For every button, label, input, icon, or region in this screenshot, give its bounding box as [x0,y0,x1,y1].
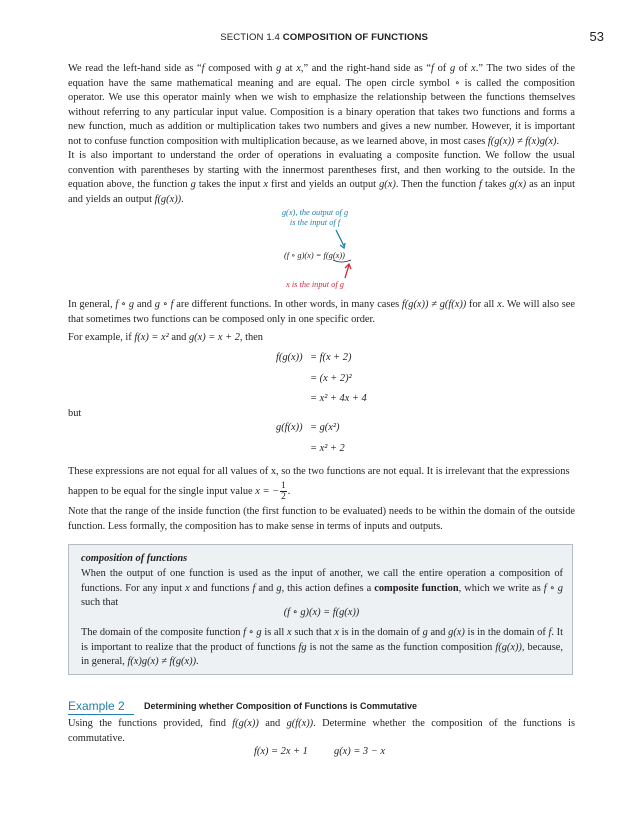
output-annotation: g(x), the output of g is the input of f [281,208,349,227]
definition-title: composition of functions [81,553,188,564]
paragraph-5: These expressions are not equal for all values of x, so the two functions are not equal. It is irrelevant that the expressions happen to be equal for the single input value x = − $\frac{1}{2}$ . [68,466,570,502]
composition-equation: (f ∘ g)(x) = f(g(x)) [284,251,345,260]
composition-diagram [230,208,400,290]
input-annotation: x is the input of g [286,280,344,289]
paragraph-4: For example, if f(x) = x² and g(x) = x + 2, then [68,332,263,343]
but-word: but [68,408,82,419]
blue-arrow [336,230,344,246]
example-g: g(x) = 3 − x [334,746,385,757]
bracket-under [333,260,351,262]
example-label: Example 2 [68,699,125,713]
running-header [0,31,630,45]
eq2-line1: = g(x²) [310,422,340,433]
eq1-line1: = f(x + 2) [310,352,352,363]
definition-paragraph-1: When the output of one function is used as the input of another, we call the entire operation a composition of functions. For any input x and functions f and g, this action defines a composite function, which we write as f ∘ g such that [81,568,563,608]
example-header [68,699,575,715]
eq2-line2: = x² + 2 [310,443,345,454]
eq1-line2: = (x + 2)² [310,373,352,384]
page-number: 53 [589,29,604,44]
definition-equation: (f ∘ g)(x) = f(g(x)) [283,607,360,618]
paragraph-2: It is also important to understand the order of operations in evaluating a composite function. We follow the usual convention with parentheses by starting with the innermost parentheses first, and then working to the outside. In the equation above, the function g takes the input x first and yields an output g(x). Then the function f takes g(x) as an input and yields an output f(g(x)). [68,150,576,205]
definition-paragraph-2: The domain of the composite function f ∘ g is all x such that x is in the domain of g and g(x) is in the domain of f. It is important to realize that the product of functions fg is not the same as the function composition f(g(x)), because, in general, f(x)g(x) ≠ f(g(x)). [81,627,564,667]
eq1-lhs: f(g(x)) [276,352,303,363]
example-f: f(x) = 2x + 1 [254,746,308,757]
definition-box [68,544,573,675]
eq1-line3: = x² + 4x + 4 [310,393,367,404]
fraction-one-half: $\frac{1}{2}$ [281,480,286,502]
paragraph-1: We read the left-hand side as “f composed with g at x,” and the right-hand side as “f of g of x.” The two sides of the equation have the same mathematical meaning and are equal. The open circle symbol ∘ is called the composition operator. We use this operator mainly when we wish to emphasize the relationship between the functions themselves without referring to any particular input value. Composition is a binary operation that takes two functions and forms a new function, much as addition or multiplication takes two numbers and gives a new number. However, it is important not to confuse function composition with multiplication because, as we learned above, in most cases f(g(x)) ≠ f(x)g(x). [68,63,575,147]
paragraph-6: Note that the range of the inside function (the first function to be evaluated) needs to be within the domain of the outside function. Less formally, the composition has to make sense in terms of inputs and outputs. [68,506,575,532]
paragraph-3: In general, f ∘ g and g ∘ f are different functions. In other words, in many cases f(g(x)) ≠ g(f(x)) for all x. We will also see that sometimes two functions can be composed only in one specific order. [68,299,576,325]
eq2-lhs: g(f(x)) [276,422,303,433]
annotation-arrows [230,208,400,290]
example-underline [68,714,134,715]
section-heading: SECTION 1.4 COMPOSITION OF FUNCTIONS [220,32,428,43]
example-title: Determining whether Composition of Functions is Commutative [144,701,418,711]
example-text: Using the functions provided, find f(g(x)) and g(f(x)). Determine whether the composition of the functions is commutative. [68,718,576,744]
